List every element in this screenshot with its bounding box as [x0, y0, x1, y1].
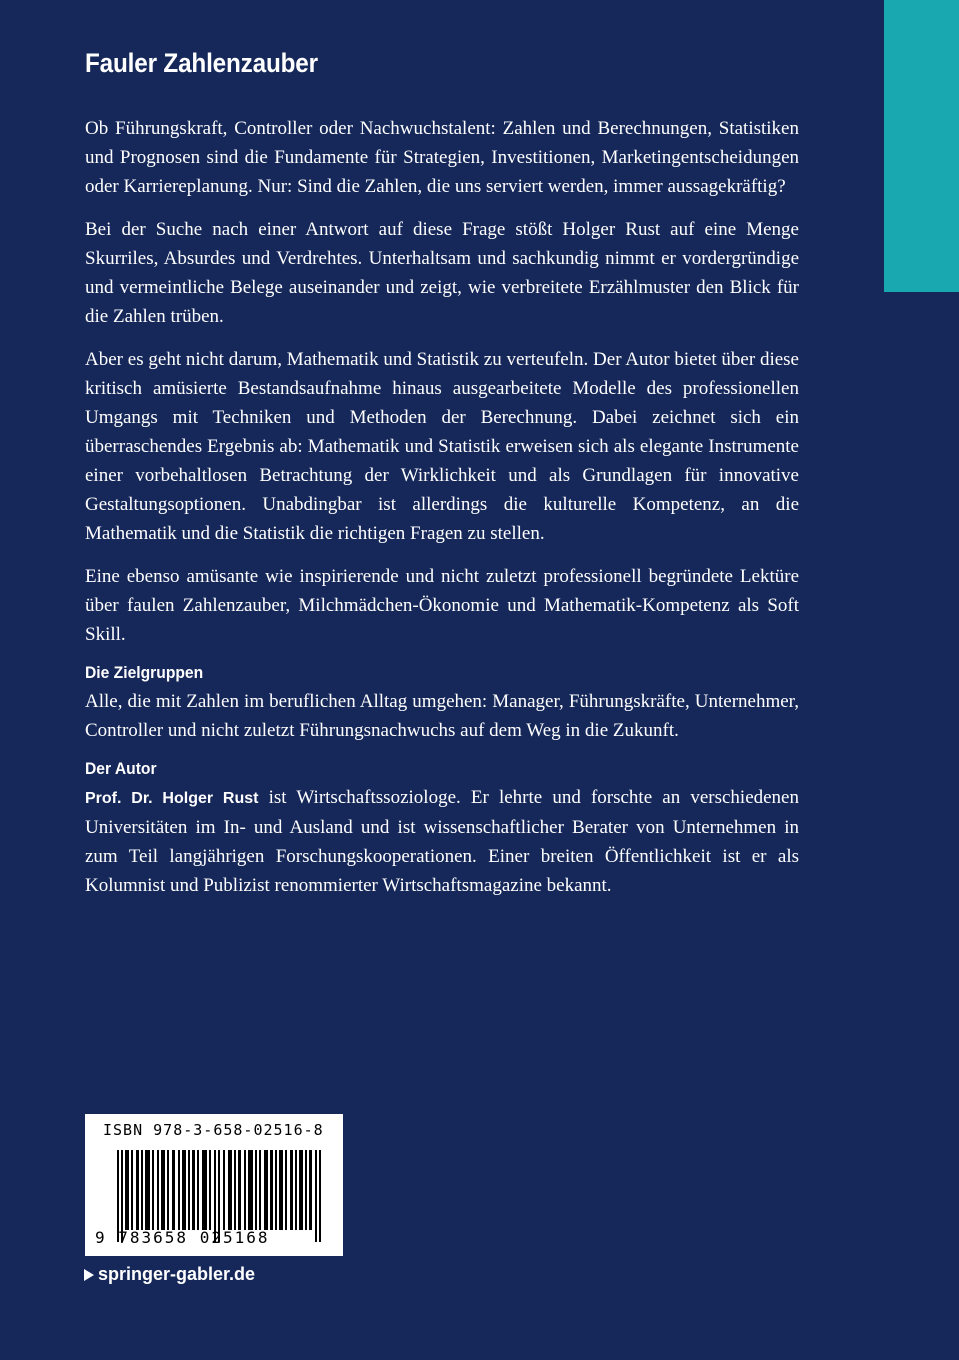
arrow-right-icon	[84, 1269, 94, 1281]
paragraph-summary: Eine ebenso amüsante wie inspirierende und nicht zuletzt professionell begründete Lektüre über faulen Zahlenzauber, Milchmädchen-Ökonomie und Mathematik-Kompetenz als Soft Skill.	[85, 566, 799, 645]
author-bio: ist Wirtschaftssoziologe. Er lehrte und forschte an verschiedenen Universitäten im In- und Ausland und ist wissenschaftlicher Berater von Unternehmen in zum Teil langjährigen Forschungskooperationen. Einer breiten Öffentlichkeit ist er als Kolumnist und Publizist renommierter Wirtschaftsmagazine bekannt.	[85, 787, 799, 896]
isbn-label: ISBN 978-3-658-02516-8	[103, 1121, 324, 1139]
paragraph-mathematics: Aber es geht nicht darum, Mathematik und Statistik zu verteufeln. Der Autor bietet über diese kritisch amüsierte Bestandsaufnahme hinaus ausgearbeitete Modelle des professionellen Umgangs mit Techniken und Methoden der Berechnung. Dabei zeichnet sich ein überraschendes Ergebnis ab: Mathematik und Statistik erweisen sich als elegante Instrumente einer vorbehaltlosen Betrachtung der Wirklichkeit und als Grundlagen für innovative Gestaltungsoptionen. Unabdingbar ist allerdings die kulturelle Kompetenz, an die Mathematik und die Statistik die richtigen Fragen zu stellen.	[85, 349, 799, 544]
author-text	[85, 783, 799, 900]
publisher-website[interactable]	[84, 1262, 255, 1286]
back-cover-content	[85, 42, 799, 914]
accent-bar	[884, 0, 959, 292]
website-label: springer-gabler.de	[98, 1264, 256, 1284]
paragraph-intro: Ob Führungskraft, Controller oder Nachwuchstalent: Zahlen und Berechnungen, Statistiken und Prognosen sind die Fundamente für Strategien, Investitionen, Marketingentscheidungen oder Karriereplanung. Nur: Sind die Zahlen, die uns serviert werden, immer aussagekräftig?	[85, 118, 799, 197]
target-groups-heading: Die Zielgruppen	[85, 663, 204, 682]
author-heading: Der Autor	[85, 759, 157, 778]
book-title: Fauler Zahlenzauber	[85, 48, 318, 78]
barcode-digits: 9 783658 025168	[95, 1228, 270, 1247]
author-name: Prof. Dr. Holger Rust	[85, 790, 259, 807]
paragraph-search: Bei der Suche nach einer Antwort auf diese Frage stößt Holger Rust auf eine Menge Skurriles, Absurdes und Verdrehtes. Unterhaltsam und sachkundig nimmt er vordergründige und vermeintliche Belege auseinander und zeigt, wie verbreitete Erzählmuster den Blick für die Zahlen trüben.	[85, 219, 799, 327]
isbn-barcode	[85, 1114, 343, 1256]
target-groups-text: Alle, die mit Zahlen im beruflichen Alltag umgehen: Manager, Führungskräfte, Unternehmer, Controller und nicht zuletzt Führungsnachwuchs auf dem Weg in die Zukunft.	[85, 691, 799, 741]
